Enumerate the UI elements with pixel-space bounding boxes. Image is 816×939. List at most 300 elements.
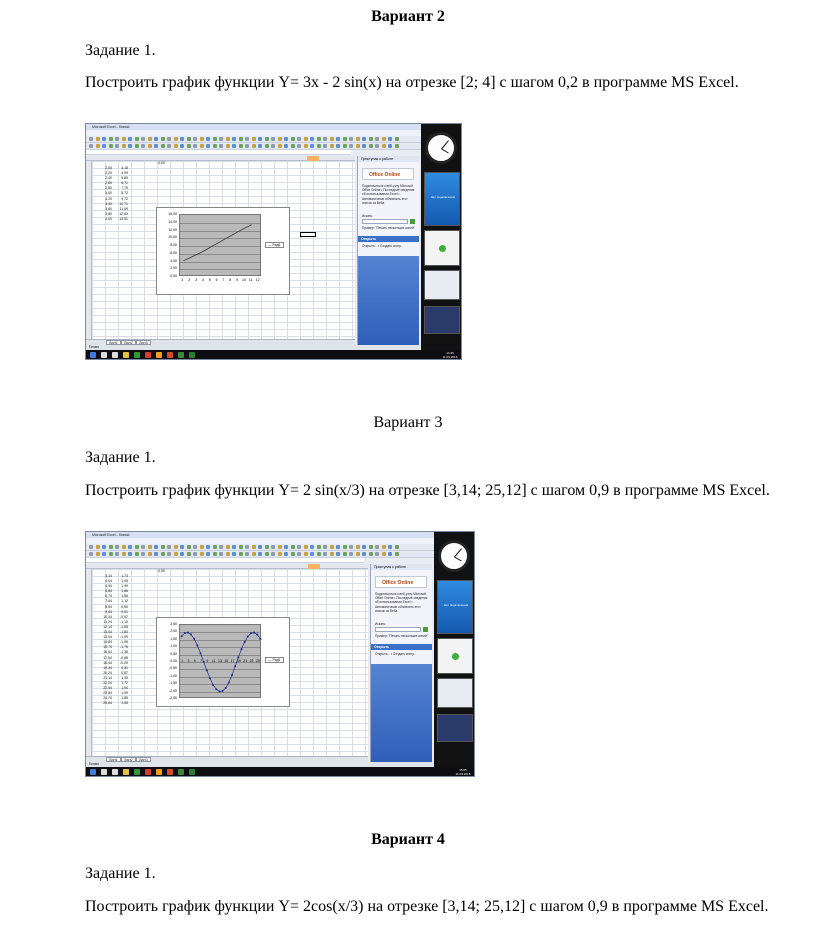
taskbar-app-icon	[156, 352, 162, 358]
search-example: Пример: "Печать нескольких копий"	[375, 634, 428, 638]
toolbar-button-icon	[297, 137, 301, 141]
toolbar-button-icon	[200, 137, 204, 141]
cell-value: 4,00	[105, 216, 112, 221]
series-plot	[180, 215, 262, 277]
y-tick-label: 1,50	[170, 636, 177, 641]
y-tick-label: -2,50	[169, 696, 177, 700]
toolbar-button-icon	[115, 144, 119, 148]
toolbar-button-icon	[362, 552, 366, 556]
toolbar-button-icon	[349, 137, 353, 141]
toolbar-button-icon	[271, 144, 275, 148]
toolbar-button-icon	[323, 144, 327, 148]
task-pane-background	[358, 256, 419, 345]
x-tick-label: 8	[229, 278, 232, 282]
cell-value: 9,72	[121, 196, 128, 201]
toolbar-button-icon	[271, 545, 275, 549]
excel-toolbar	[86, 544, 434, 551]
toolbar-button-icon	[193, 137, 197, 141]
x-tick-label: 12	[255, 278, 260, 282]
toolbar-button-icon	[336, 552, 340, 556]
cell-value: 17,54	[103, 655, 112, 660]
taskbar-app-icon	[178, 352, 184, 358]
toolbar-button-icon	[154, 144, 158, 148]
toolbar-button-icon	[89, 545, 93, 549]
cell-value: 1,73	[121, 574, 128, 578]
toolbar-button-icon	[304, 137, 308, 141]
toolbar-button-icon	[206, 137, 210, 141]
toolbar-button-icon	[265, 552, 269, 556]
toolbar-button-icon	[382, 545, 386, 549]
clock-hand	[454, 557, 461, 562]
cell-value: 0,00	[158, 161, 165, 165]
cell-value: 3,80	[105, 211, 112, 216]
series-point	[256, 634, 258, 636]
y-tick-label: 0,00	[170, 659, 177, 663]
toolbar-button-icon	[174, 545, 178, 549]
search-label: Искать:	[375, 622, 387, 626]
toolbar-button-icon	[206, 144, 210, 148]
toolbar-button-icon	[323, 137, 327, 141]
x-tick-label: 21	[243, 659, 248, 663]
toolbar-button-icon	[102, 552, 106, 556]
cell-value: 10,71	[119, 201, 128, 206]
x-tick-label: 9	[236, 278, 239, 282]
gadget-status-text: Нет подключения	[430, 195, 456, 199]
toolbar-button-icon	[330, 137, 334, 141]
thumbnail-gadget	[424, 306, 460, 334]
toolbar-button-icon	[161, 545, 165, 549]
toolbar-button-icon	[154, 137, 158, 141]
gadget-sidebar	[434, 532, 475, 767]
toolbar-button-icon	[193, 545, 197, 549]
taskbar-app-icon	[156, 769, 162, 775]
taskbar-app-icon	[101, 769, 107, 775]
toolbar-button-icon	[284, 545, 288, 549]
y-tick-label: 2,00	[170, 629, 177, 634]
taskbar-app-icon	[189, 769, 195, 775]
toolbar-button-icon	[297, 144, 301, 148]
toolbar-button-icon	[239, 545, 243, 549]
toolbar-button-icon	[304, 552, 308, 556]
toolbar-button-icon	[187, 545, 191, 549]
cell-value: -1,55	[120, 624, 128, 629]
y-tick-label: 16,00	[168, 212, 177, 216]
y-tick-label: -0,50	[169, 666, 177, 671]
taskbar-app-icon	[134, 769, 140, 775]
toolbar-button-icon	[375, 144, 379, 148]
variant-2-task-text: Построить график функции Y= 3x - 2 sin(x) на отрезке [2; 4] с шагом 0,2 в программе MS Excel.	[85, 74, 739, 91]
toolbar-button-icon	[180, 137, 184, 141]
toolbar-button-icon	[219, 552, 223, 556]
toolbar-button-icon	[388, 137, 392, 141]
chart-legend: — Ряд1	[265, 242, 284, 248]
toolbar-button-icon	[271, 137, 275, 141]
toolbar-button-icon	[122, 545, 126, 549]
cell-value: 4,04	[105, 579, 112, 584]
cell-value: 24,74	[103, 696, 112, 701]
taskbar-app-icon	[167, 769, 173, 775]
cell-value: 3,40	[105, 201, 112, 206]
toolbar-button-icon	[310, 552, 314, 556]
toolbar-button-icon	[356, 137, 360, 141]
toolbar-button-icon	[161, 144, 165, 148]
series-point	[196, 644, 198, 646]
toolbar-button-icon	[128, 545, 132, 549]
toolbar-button-icon	[252, 552, 256, 556]
x-tick-label: 4	[201, 278, 204, 282]
toolbar-button-icon	[323, 552, 327, 556]
taskbar-app-icon	[123, 352, 129, 358]
x-tick-label: 11	[211, 659, 216, 663]
cell-value: 1,95	[121, 579, 128, 584]
toolbar-button-icon	[232, 552, 236, 556]
toolbar-button-icon	[213, 545, 217, 549]
x-tick-label: 1	[181, 278, 184, 282]
toolbar-button-icon	[213, 144, 217, 148]
task-pane-links: Подключиться к веб-узлу Microsoft Office Online • Последние сведения об использовании Excel • Автоматически обновлять этот список из Веба	[362, 184, 415, 205]
cell-value: 0,90	[158, 569, 165, 573]
task-pane-background	[371, 664, 432, 762]
cell-value: 3,00	[105, 191, 112, 196]
toolbar-button-icon	[349, 144, 353, 148]
series-point	[259, 638, 261, 640]
toolbar-button-icon	[245, 545, 249, 549]
taskbar-app-icon	[167, 352, 173, 358]
series-point	[206, 669, 208, 671]
column-b-values	[116, 574, 128, 706]
x-tick-label: 10	[241, 278, 246, 282]
toolbar-button-icon	[362, 144, 366, 148]
chart-area	[156, 207, 290, 295]
column-b-values	[116, 166, 128, 222]
cell-value: -0,29	[120, 660, 128, 665]
toolbar-button-icon	[167, 545, 171, 549]
toolbar-button-icon	[135, 137, 139, 141]
toolbar-button-icon	[180, 552, 184, 556]
cell-value: 1,99	[121, 584, 128, 589]
toolbar-button-icon	[369, 144, 373, 148]
series-point	[215, 688, 217, 690]
variant-4-heading: Вариант 4	[371, 831, 445, 848]
cell-value: 12,14	[103, 624, 112, 629]
y-tick-label: 0,00	[170, 274, 177, 278]
cell-value: -1,10	[120, 619, 128, 624]
cell-value: -1,84	[120, 630, 128, 635]
toolbar-button-icon	[323, 545, 327, 549]
toolbar-button-icon	[362, 545, 366, 549]
excel-toolbar	[86, 143, 421, 150]
toolbar-button-icon	[310, 144, 314, 148]
status-bar: Готово	[86, 762, 434, 767]
y-tick-label: -1,50	[169, 681, 177, 686]
y-tick-label: 14,00	[168, 219, 177, 224]
cell-value: 16,64	[103, 650, 112, 655]
search-label: Искать:	[362, 214, 374, 218]
toolbar-button-icon	[167, 552, 171, 556]
cell-value: 22,04	[103, 680, 112, 685]
toolbar-button-icon	[96, 552, 100, 556]
task-pane	[370, 564, 432, 762]
task-pane-title: Приступая к работе	[358, 156, 419, 162]
toolbar-button-icon	[102, 144, 106, 148]
cell-value: 1,72	[121, 680, 128, 685]
toolbar-button-icon	[284, 137, 288, 141]
toolbar-button-icon	[89, 137, 93, 141]
y-tick-label: 12,00	[168, 227, 177, 232]
taskbar-app-icon	[112, 352, 118, 358]
cell-value: 2,20	[105, 171, 112, 176]
x-tick-label: 5	[193, 659, 196, 663]
status-bar: Готово	[86, 345, 421, 350]
toolbar-button-icon	[330, 552, 334, 556]
toolbar-button-icon	[109, 137, 113, 141]
toolbar-button-icon	[343, 552, 347, 556]
toolbar-button-icon	[284, 144, 288, 148]
sheet-tab: Лист3	[136, 757, 151, 762]
toolbar-button-icon	[148, 552, 152, 556]
x-tick-label: 13	[218, 659, 222, 663]
x-tick-label: 25	[255, 659, 260, 663]
toolbar-button-icon	[174, 137, 178, 141]
toolbar-button-icon	[193, 144, 197, 148]
toolbar-button-icon	[258, 552, 262, 556]
toolbar-button-icon	[343, 137, 347, 141]
toolbar-button-icon	[141, 545, 145, 549]
cell-value: 5,84	[105, 589, 112, 594]
x-tick-label: 23	[249, 659, 254, 663]
toolbar-button-icon	[167, 137, 171, 141]
cell-value: -1,99	[120, 635, 128, 640]
toolbar-button-icon	[291, 545, 295, 549]
office-online-logo: Office Online	[362, 168, 414, 180]
cell-value: 22,94	[103, 686, 112, 691]
toolbar-button-icon	[369, 552, 373, 556]
x-tick-label: 9	[206, 659, 209, 663]
toolbar-button-icon	[310, 545, 314, 549]
cell-value: 4,99	[121, 171, 128, 176]
task-pane-links: Подключиться к веб-узлу Microsoft Office Online • Последние сведения об использовании Excel • Автоматически обновлять этот список из Веба	[375, 592, 428, 613]
weather-gadget	[437, 580, 473, 634]
toolbar-button-icon	[122, 137, 126, 141]
windows-taskbar	[86, 350, 462, 360]
cell-value: 0,59	[121, 604, 128, 609]
toolbar-button-icon	[180, 144, 184, 148]
toolbar-button-icon	[317, 545, 321, 549]
toolbar-button-icon	[310, 137, 314, 141]
toolbar-button-icon	[232, 545, 236, 549]
cell-value: 13,04	[103, 630, 112, 635]
plot-area	[179, 214, 261, 276]
toolbar-button-icon	[213, 137, 217, 141]
toolbar-button-icon	[174, 552, 178, 556]
toolbar-button-icon	[122, 144, 126, 148]
toolbar-button-icon	[128, 552, 132, 556]
toolbar-button-icon	[180, 545, 184, 549]
cell-value: 15,74	[103, 645, 112, 650]
search-go-button	[423, 627, 428, 632]
x-tick-label: 7	[222, 278, 225, 282]
cell-value: 2,40	[105, 176, 112, 181]
toolbar-button-icon	[317, 137, 321, 141]
toolbar-button-icon	[187, 137, 191, 141]
toolbar-button-icon	[154, 545, 158, 549]
toolbar-button-icon	[252, 144, 256, 148]
toolbar-button-icon	[258, 144, 262, 148]
cell-value: 8,72	[121, 191, 128, 196]
cell-value: -1,38	[120, 650, 128, 655]
toolbar-button-icon	[187, 144, 191, 148]
cell-value: 3,20	[105, 196, 112, 201]
cell-value: 10,34	[103, 614, 112, 619]
toolbar-button-icon	[141, 137, 145, 141]
cell-value: 11,69	[119, 206, 128, 211]
formula-bar	[86, 150, 351, 155]
toolbar-button-icon	[232, 137, 236, 141]
series-point	[241, 648, 243, 650]
toolbar-button-icon	[382, 137, 386, 141]
toolbar-button-icon	[369, 137, 373, 141]
toolbar-button-icon	[265, 545, 269, 549]
cell-value: 23,84	[103, 691, 112, 696]
excel-window-title: Microsoft Excel - Книга1	[92, 125, 130, 129]
toolbar-button-icon	[226, 144, 230, 148]
open-items: Открыть... • Создать книгу...	[375, 652, 417, 656]
thumbnail-gadget	[424, 270, 460, 300]
toolbar-button-icon	[375, 545, 379, 549]
taskbar-app-icon	[112, 769, 118, 775]
column-a-values	[100, 166, 112, 222]
toolbar-button-icon	[109, 552, 113, 556]
gadget-status-text: Нет подключения	[443, 603, 469, 607]
taskbar-app-icon	[90, 352, 96, 358]
search-example: Пример: "Печать нескольких копий"	[362, 226, 415, 230]
excel-toolbar	[86, 136, 421, 143]
toolbar-button-icon	[362, 137, 366, 141]
excel-toolbar	[86, 551, 434, 558]
search-input	[362, 219, 408, 224]
cell-value: 7,75	[121, 186, 128, 191]
series-line	[183, 225, 251, 261]
toolbar-button-icon	[213, 552, 217, 556]
toolbar-button-icon	[109, 545, 113, 549]
sheet-tab: Лист2	[121, 757, 136, 762]
office-online-logo: Office Online	[375, 576, 427, 588]
toolbar-button-icon	[258, 545, 262, 549]
task-pane	[357, 156, 419, 345]
toolbar-button-icon	[245, 137, 249, 141]
cell-value: 2,00	[105, 166, 112, 170]
toolbar-button-icon	[193, 552, 197, 556]
toolbar-button-icon	[89, 552, 93, 556]
toolbar-button-icon	[330, 545, 334, 549]
y-tick-label: -2,00	[169, 688, 177, 693]
variant-2-task-label: Задание 1.	[85, 42, 156, 59]
series-point	[190, 633, 192, 635]
variant-2-heading: Вариант 2	[371, 8, 445, 25]
cell-value: 19,34	[103, 665, 112, 670]
thumbnail-gadget	[437, 714, 473, 742]
cell-value: 18,44	[103, 660, 112, 665]
toolbar-button-icon	[187, 552, 191, 556]
variant-3-task-label: Задание 1.	[85, 449, 156, 466]
toolbar-button-icon	[382, 144, 386, 148]
open-section-header: Открыть	[371, 644, 432, 650]
toolbar-button-icon	[148, 144, 152, 148]
toolbar-button-icon	[148, 545, 152, 549]
toolbar-button-icon	[388, 552, 392, 556]
cell-value: 13,94	[103, 635, 112, 640]
x-tick-label: 6	[215, 278, 218, 282]
toolbar-button-icon	[226, 545, 230, 549]
series-point	[253, 632, 255, 634]
x-tick-label: 15	[224, 659, 229, 663]
cell-value: 8,54	[105, 604, 112, 609]
formula-bar	[86, 558, 364, 563]
series-point	[187, 632, 189, 634]
task-pane-title: Приступая к работе	[371, 564, 432, 570]
variant-3-heading: Вариант 3	[373, 414, 443, 431]
toolbar-button-icon	[154, 552, 158, 556]
toolbar-button-icon	[206, 552, 210, 556]
toolbar-button-icon	[349, 545, 353, 549]
y-tick-label: 10,00	[168, 235, 177, 240]
taskbar-app-icon	[101, 352, 107, 358]
cell-value: 3,14	[105, 574, 112, 578]
y-tick-label: -1,00	[169, 673, 177, 678]
toolbar-button-icon	[265, 144, 269, 148]
chart-legend: — Ряд1	[265, 657, 284, 663]
toolbar-button-icon	[226, 137, 230, 141]
toolbar-button-icon	[115, 552, 119, 556]
toolbar-button-icon	[200, 545, 204, 549]
toolbar-button-icon	[219, 137, 223, 141]
toolbar-button-icon	[252, 545, 256, 549]
toolbar-button-icon	[317, 144, 321, 148]
status-ok-icon	[439, 245, 446, 252]
windows-taskbar	[86, 767, 475, 777]
toolbar-button-icon	[291, 137, 295, 141]
toolbar-button-icon	[375, 137, 379, 141]
series-point	[200, 652, 202, 654]
toolbar-button-icon	[291, 552, 295, 556]
toolbar-button-icon	[343, 144, 347, 148]
column-a-values	[100, 574, 112, 706]
cell-value: 3,60	[105, 206, 112, 211]
series-point	[218, 690, 220, 692]
toolbar-button-icon	[297, 552, 301, 556]
series-point	[228, 681, 230, 683]
excel-screenshot-variant-2	[85, 123, 462, 360]
y-tick-label: 2,50	[170, 622, 177, 626]
y-tick-label: 2,00	[170, 266, 177, 271]
toolbar-button-icon	[135, 545, 139, 549]
cell-value: 6,71	[121, 181, 128, 186]
toolbar-button-icon	[226, 552, 230, 556]
toolbar-button-icon	[239, 144, 243, 148]
toolbar-button-icon	[115, 137, 119, 141]
toolbar-button-icon	[96, 137, 100, 141]
cell-value: 4,18	[121, 166, 128, 170]
x-tick-label: 2	[188, 278, 191, 282]
cell-value: 6,74	[105, 594, 112, 599]
cell-value: 1,85	[121, 696, 128, 701]
toolbar-button-icon	[388, 144, 392, 148]
toolbar-button-icon	[219, 545, 223, 549]
toolbar-button-icon	[304, 144, 308, 148]
toolbar-button-icon	[96, 144, 100, 148]
taskbar-app-icon	[134, 352, 140, 358]
toolbar-button-icon	[239, 552, 243, 556]
